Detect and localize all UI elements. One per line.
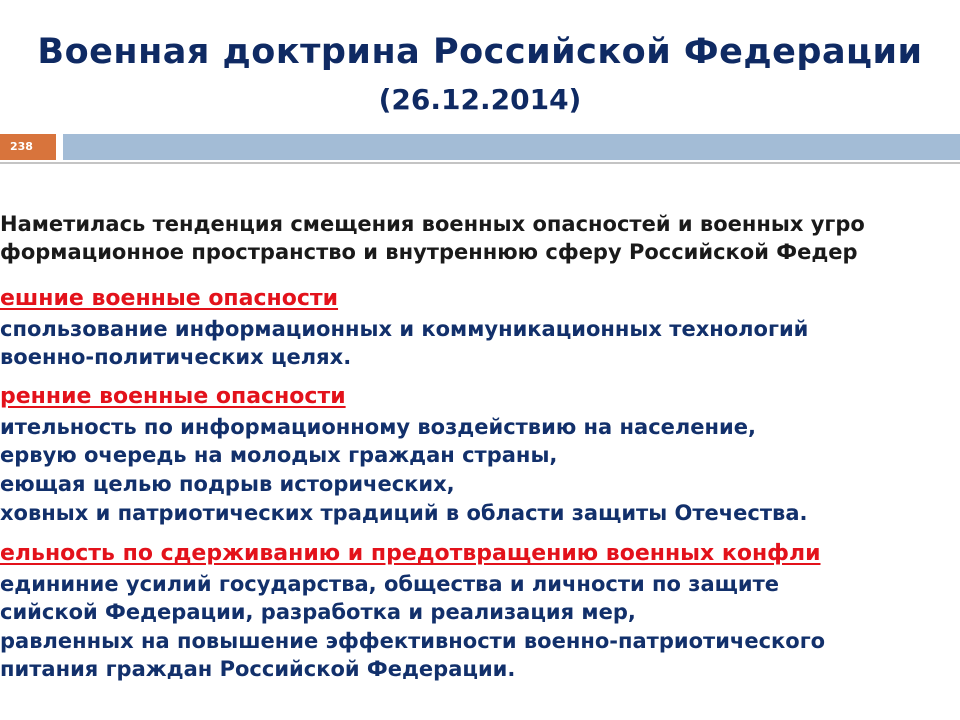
slide-number-badge: 238: [0, 134, 56, 160]
external-dangers-line-2: военно-политических целях.: [0, 345, 352, 369]
internal-dangers-line-2: ервую очередь на молодых граждан страны,: [0, 443, 558, 467]
internal-dangers-line-4: ховных и патриотических традиций в области защиты Отечества.: [0, 501, 808, 525]
intro-line-1: Наметилась тенденция смещения военных опасностей и военных угро: [0, 212, 865, 236]
header-divider: [0, 162, 960, 164]
slide-title: Военная доктрина Российской Федерации: [37, 32, 923, 72]
internal-dangers-line-3: еющая целью подрыв исторических,: [0, 472, 455, 496]
external-dangers-line-1: спользование информационных и коммуникационных технологий: [0, 317, 809, 341]
internal-dangers-heading: ренние военные опасности: [0, 384, 346, 409]
deterrence-line-4: питания граждан Российской Федерации.: [0, 657, 516, 681]
deterrence-line-3: равленных на повышение эффективности военно-патриотического: [0, 629, 826, 653]
deterrence-line-1: едининие усилий государства, общества и личности по защите: [0, 572, 779, 596]
deterrence-line-2: сийской Федерации, разработка и реализация мер,: [0, 600, 636, 624]
header-bar: [63, 134, 960, 160]
internal-dangers-line-1: ительность по информационному воздействию на население,: [0, 415, 756, 439]
slide-subtitle: (26.12.2014): [378, 83, 582, 116]
external-dangers-heading: ешние военные опасности: [0, 286, 339, 311]
deterrence-heading: ельность по сдерживанию и предотвращению военных конфли: [0, 541, 821, 566]
intro-line-2: формационное пространство и внутреннюю сферу Российской Федер: [0, 240, 858, 264]
